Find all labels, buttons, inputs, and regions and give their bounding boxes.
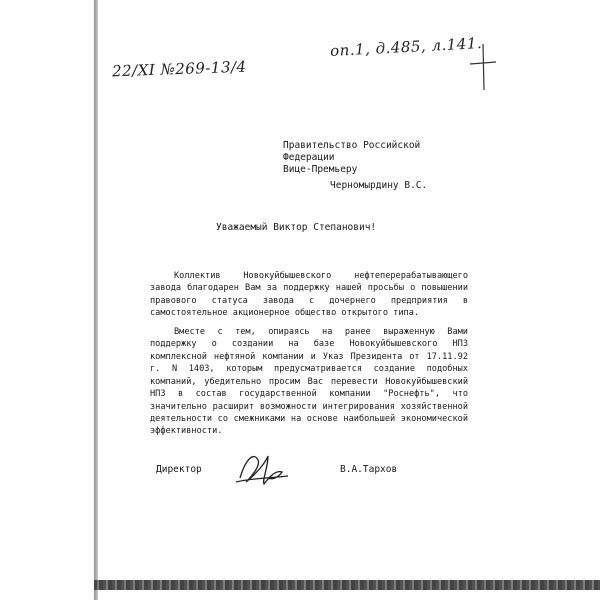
body-paragraph-2: Вместе с тем, опираясь на ранее выраженную Вами поддержку о создании на базе Новокуйбышевского НПЗ комплексной нефтяной компании и Указ Президента от 17.11.92 г. N 1403, которым предусматривается создание подобных компаний, убедительно просим Вас перевести Новокуйбышевский НПЗ в состав государственной компании "Роснефть", что значительно расширит возможности интегрирования хозяйственной деятельности со смежниками на основе наибольшей экономической эффективности. <box>150 326 468 437</box>
addressee-line-3: Вице-Премьеру <box>283 164 358 175</box>
addressee-line-1: Правительство Российской <box>283 140 421 151</box>
handwritten-signature <box>232 448 292 488</box>
page-binding-edge <box>94 0 98 600</box>
handwritten-registration-note: 22/XI №269-13/4 <box>111 57 247 81</box>
signature-name: В.А.Тархов <box>340 464 398 475</box>
addressee-name: Черномырдину В.С. <box>330 180 428 191</box>
handwritten-archive-note: оп.1, д.485, л.141. <box>329 34 483 60</box>
salutation: Уважаемый Виктор Степанович! <box>216 222 377 233</box>
addressee-block <box>283 140 420 176</box>
addressee-line-2: Федерации <box>283 152 335 163</box>
page-bottom-edge <box>94 580 600 590</box>
signature-role: Директор <box>156 464 202 475</box>
handwritten-cross-mark <box>468 42 498 92</box>
letter-body <box>150 270 468 444</box>
body-paragraph-1: Коллектив Новокуйбышевского нефтеперерабатывающего завода благодарен Вам за поддержку нашей просьбы о повышении правового статуса завода с дочернего предприятия в самостоятельное акционерное общество открытого типа. <box>150 271 468 319</box>
